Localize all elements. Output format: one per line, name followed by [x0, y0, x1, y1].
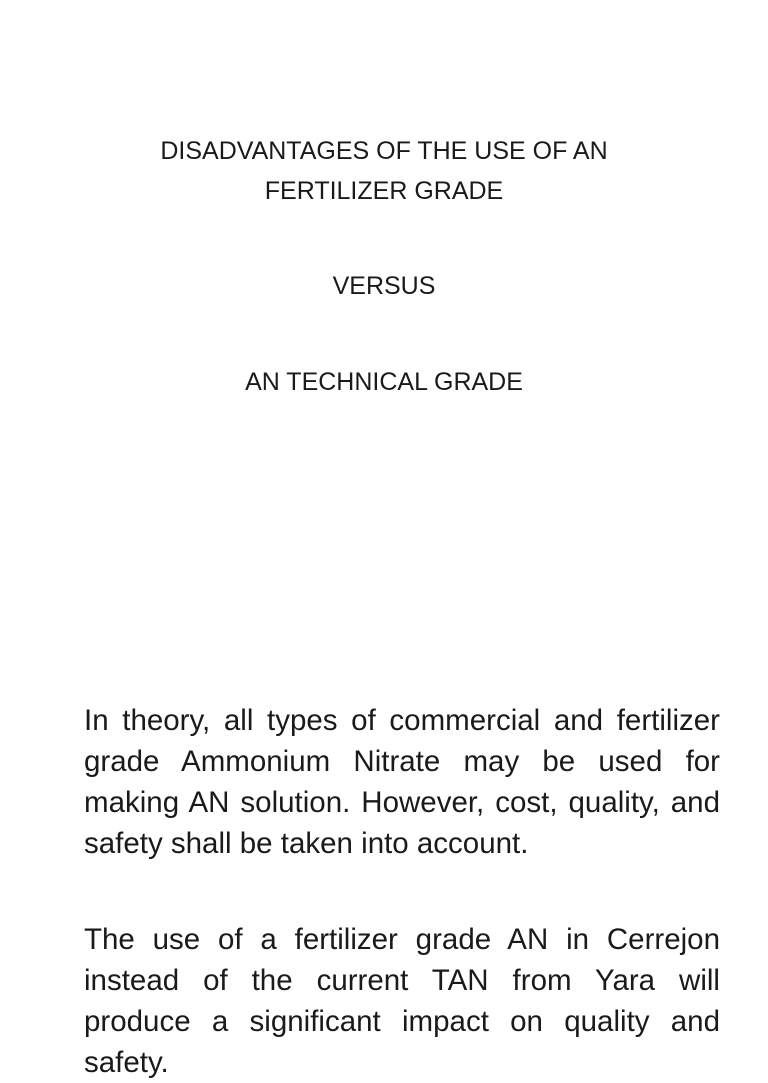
subtitle-heading: AN TECHNICAL GRADE [245, 368, 523, 396]
document-title [84, 131, 684, 211]
paragraph-1: In theory, all types of commercial and fertilizer grade Ammonium Nitrate may be used for making AN solution. However, cost, quality, and safety shall be taken into account. [84, 703, 720, 860]
title-line-1: DISADVANTAGES OF THE USE OF AN [160, 137, 608, 165]
title-line-2: FERTILIZER GRADE [264, 177, 504, 205]
versus-heading: VERSUS [332, 272, 436, 300]
paragraph-2: The use of a fertilizer grade AN in Cerrejon instead of the current TAN from Yara will produce a significant impact on quality and safety. [84, 922, 720, 1079]
